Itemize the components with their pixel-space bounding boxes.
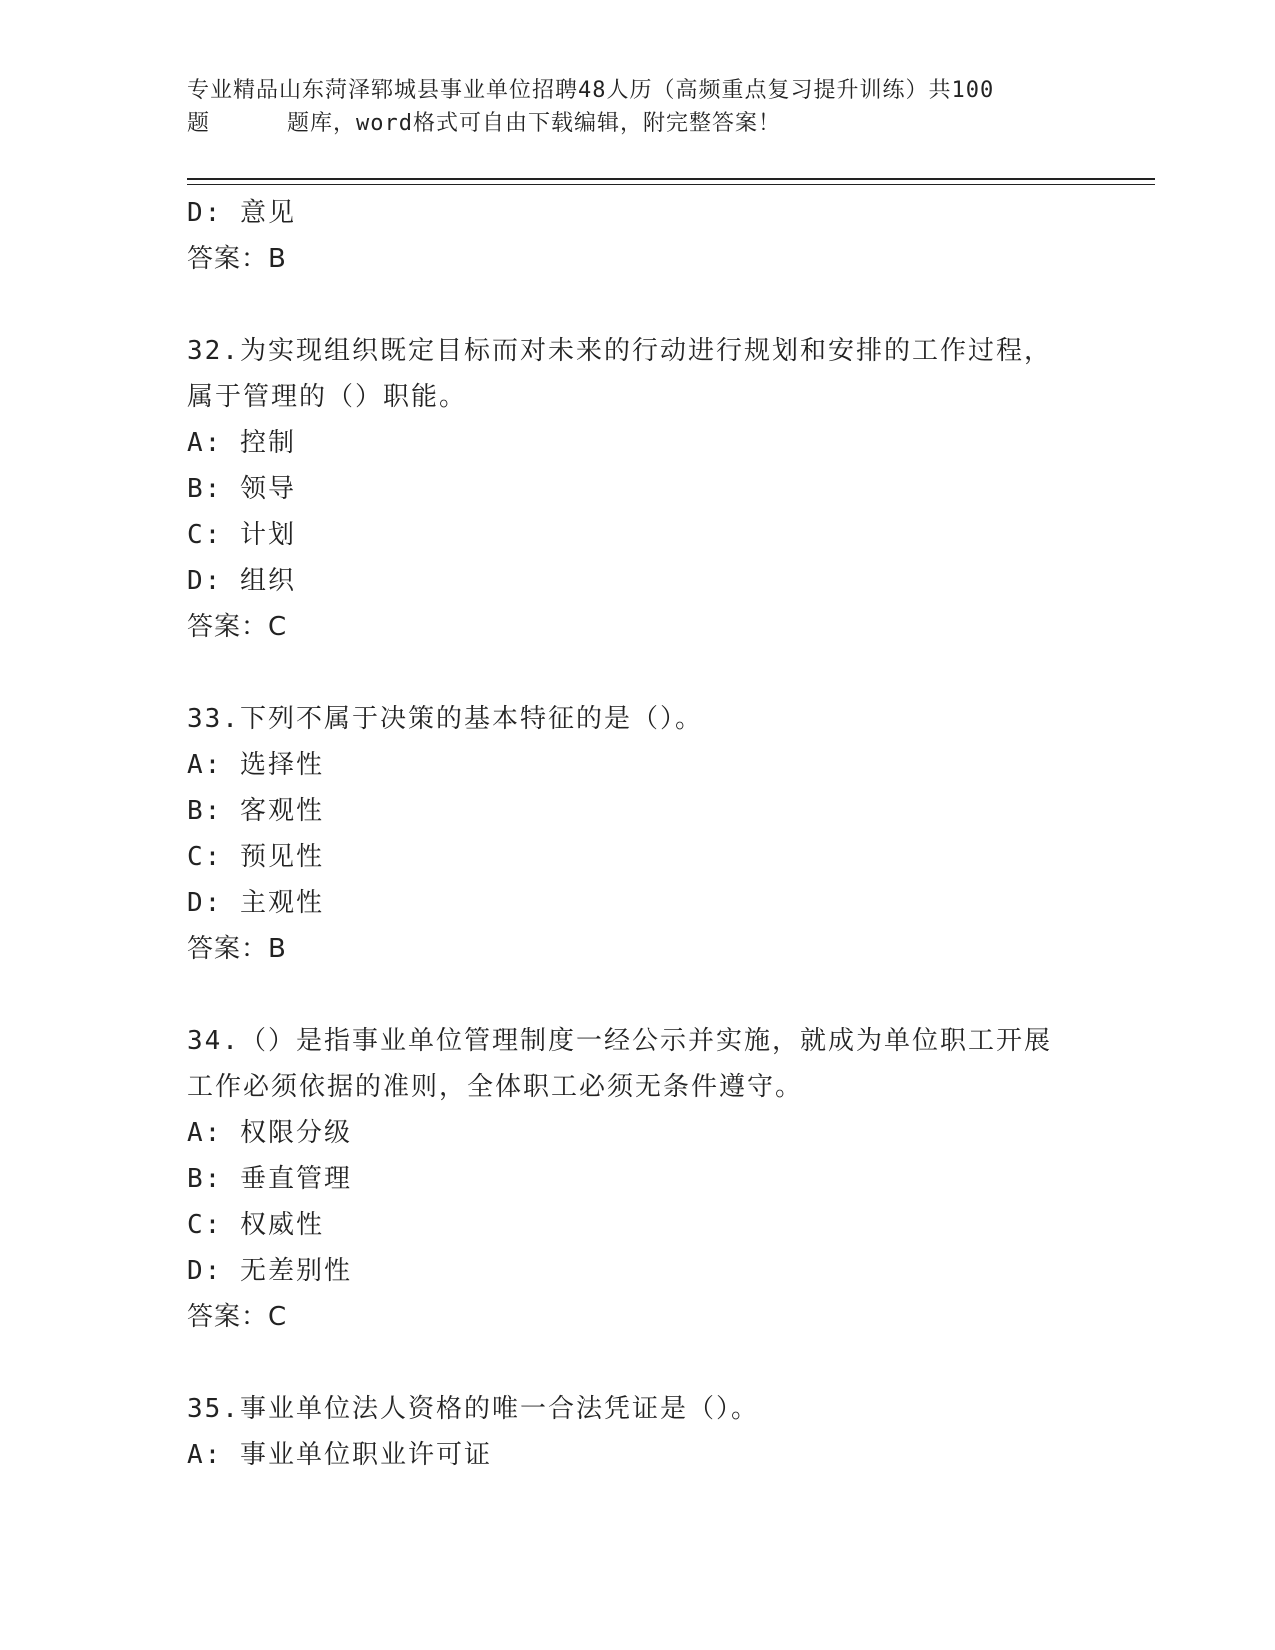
answer-line: 答案：B: [187, 934, 287, 964]
spacer: [187, 282, 1107, 328]
document-header: [187, 74, 1087, 140]
header-title-line2-col1: 题: [187, 111, 211, 136]
question-stem: 32.为实现组织既定目标而对未来的行动进行规划和安排的工作过程，: [187, 336, 1052, 366]
option-c: C: 计划: [187, 520, 296, 550]
document-body: [187, 190, 1107, 1478]
question-33: [187, 696, 1107, 972]
question-stem: 33.下列不属于决策的基本特征的是（）。: [187, 704, 703, 734]
option-a: A: 控制: [187, 428, 296, 458]
header-divider: [187, 178, 1155, 185]
header-title-line2-col2: 题库，word格式可自由下载编辑，附完整答案！: [287, 111, 781, 136]
option-d: D: 意见: [187, 198, 296, 228]
spacer: [187, 972, 1107, 1018]
option-c: C: 权威性: [187, 1210, 324, 1240]
question-stem: 属于管理的（）职能。: [187, 382, 468, 412]
header-title-line1: 专业精品山东菏泽郓城县事业单位招聘48人历（高频重点复习提升训练）共100: [187, 78, 995, 103]
question-35: [187, 1386, 1107, 1478]
option-b: B: 客观性: [187, 796, 324, 826]
option-d: D: 组织: [187, 566, 296, 596]
option-b: B: 领导: [187, 474, 296, 504]
spacer: [187, 650, 1107, 696]
answer-line: 答案：B: [187, 244, 287, 274]
answer-line: 答案：C: [187, 612, 288, 642]
option-d: D: 无差别性: [187, 1256, 352, 1286]
header-title-line2: [187, 107, 1087, 140]
question-stem: 34.（）是指事业单位管理制度一经公示并实施，就成为单位职工开展: [187, 1026, 1052, 1056]
option-a: A: 事业单位职业许可证: [187, 1440, 492, 1470]
question-stem: 35.事业单位法人资格的唯一合法凭证是（）。: [187, 1394, 759, 1424]
question-stem: 工作必须依据的准则，全体职工必须无条件遵守。: [187, 1072, 804, 1102]
question-32: [187, 328, 1107, 650]
option-b: B: 垂直管理: [187, 1164, 352, 1194]
option-c: C: 预见性: [187, 842, 324, 872]
option-d: D: 主观性: [187, 888, 324, 918]
option-a: A: 权限分级: [187, 1118, 352, 1148]
answer-line: 答案：C: [187, 1302, 288, 1332]
question-34: [187, 1018, 1107, 1340]
option-a: A: 选择性: [187, 750, 324, 780]
previous-question-tail: [187, 190, 1107, 282]
spacer: [187, 1340, 1107, 1386]
